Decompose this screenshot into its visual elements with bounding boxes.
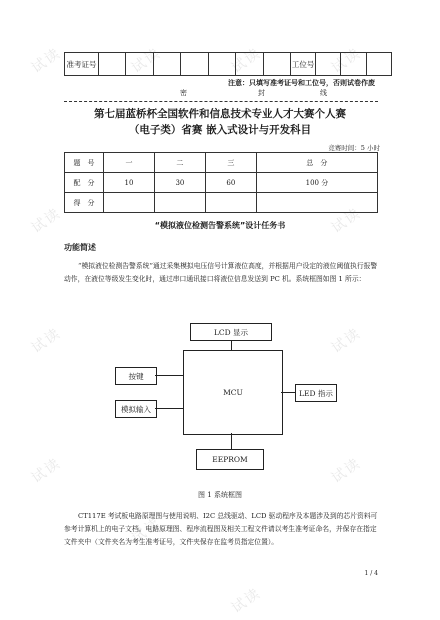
lcd-display-block: LCD 显示 — [190, 323, 272, 341]
score-cell: 10 — [104, 173, 155, 193]
score-cell: 二 — [154, 153, 205, 173]
score-cell: 30 — [154, 173, 205, 193]
seal-char-right: 线 — [320, 89, 327, 97]
analog-input-block: 模拟输入 — [115, 400, 157, 418]
score-cell: 总 分 — [256, 153, 377, 173]
candidate-digit-cell[interactable] — [181, 53, 208, 76]
watermark-text: 试读 — [28, 45, 65, 77]
score-row-label: 得 分 — [65, 193, 104, 213]
candidate-number-label: 准考证号 — [65, 53, 99, 76]
led-indicator-block: LED 指示 — [295, 384, 337, 402]
contest-title: 第七届蓝桥杯全国软件和信息技术专业人才大赛个人赛 — [94, 108, 346, 120]
candidate-digit-cell[interactable] — [236, 53, 263, 76]
watermark-text: 试读 — [328, 205, 365, 237]
score-table — [64, 152, 378, 213]
contest-subtitle: （电子类）省赛 嵌入式设计与开发科目 — [128, 124, 312, 136]
score-cell: 60 — [205, 173, 256, 193]
lcd-connector — [231, 340, 232, 350]
watermark-text: 试读 — [128, 45, 165, 77]
score-cell[interactable] — [256, 193, 377, 213]
watermark-text: 试读 — [28, 205, 65, 237]
score-cell[interactable] — [154, 193, 205, 213]
score-cell: 三 — [205, 153, 256, 173]
key-block: 按键 — [115, 367, 157, 385]
score-cell[interactable] — [104, 193, 155, 213]
eeprom-block: EEPROM — [196, 449, 264, 470]
watermark-text: 试读 — [28, 455, 65, 487]
watermark-text: 试读 — [328, 455, 365, 487]
page-number: 1 / 4 — [364, 570, 378, 577]
watermark-text: 试读 — [128, 515, 165, 547]
mcu-block: MCU — [183, 350, 283, 435]
candidate-digit-cell[interactable] — [99, 53, 126, 76]
task-title: “模拟液位检测告警系统”设计任务书 — [154, 221, 286, 230]
watermark-text: 试读 — [228, 45, 265, 77]
score-row-label: 配 分 — [65, 173, 104, 193]
contest-duration: 竞赛时间：5 小时 — [328, 144, 380, 152]
section-title: 功能简述 — [64, 243, 96, 252]
eeprom-connector — [231, 433, 232, 449]
analog-connector — [155, 408, 183, 409]
candidate-digit-cell[interactable] — [208, 53, 235, 76]
watermark-text: 试读 — [28, 325, 65, 357]
led-connector — [281, 392, 295, 393]
seal-line — [64, 101, 378, 102]
seat-digit-cell[interactable] — [366, 53, 391, 76]
candidate-digit-cell[interactable] — [126, 53, 153, 76]
candidate-digit-cell[interactable] — [263, 53, 290, 76]
candidate-digit-cell[interactable] — [153, 53, 180, 76]
key-connector — [155, 375, 183, 376]
watermark-text: 试读 — [228, 585, 265, 617]
score-cell[interactable] — [205, 193, 256, 213]
seat-digit-cell[interactable] — [341, 53, 366, 76]
seal-char-mid: 封 — [258, 89, 265, 97]
notes-paragraph: CT117E 考试板电路原理图与使用说明、I2C 总线驱动、LCD 驱动程序及本题涉及到的芯片资料可参考计算机上的电子文档。电路原理图、程序流程图及相关工程文件请以考生准考证命名，并保存在指定文件夹中（文件夹名为考生准考证号，文件夹保存在监考员指定位置）。 — [64, 512, 378, 546]
watermark-text: 试读 — [328, 45, 365, 77]
notice-text: 注意：只填写准考证号和工位号，否则试卷作废 — [228, 79, 375, 87]
seat-digit-cell[interactable] — [316, 53, 341, 76]
score-cell: 100 分 — [256, 173, 377, 193]
seal-char-left: 密 — [180, 89, 187, 97]
score-row-label: 题 号 — [65, 153, 104, 173]
description-paragraph: “模拟液位检测告警系统”通过采集模拟电压信号计算液位高度，并根据用户设定的液位阈值执行报警动作，在液位等级发生变化时，通过串口通讯接口将液位信息发送到 PC 机。系统框图如图 1 所示： — [64, 262, 378, 283]
figure-caption: 图 1 系统框图 — [198, 491, 242, 499]
score-cell: 一 — [104, 153, 155, 173]
seat-number-label: 工位号 — [290, 53, 315, 76]
watermark-text: 试读 — [328, 325, 365, 357]
candidate-info-table — [64, 52, 392, 76]
